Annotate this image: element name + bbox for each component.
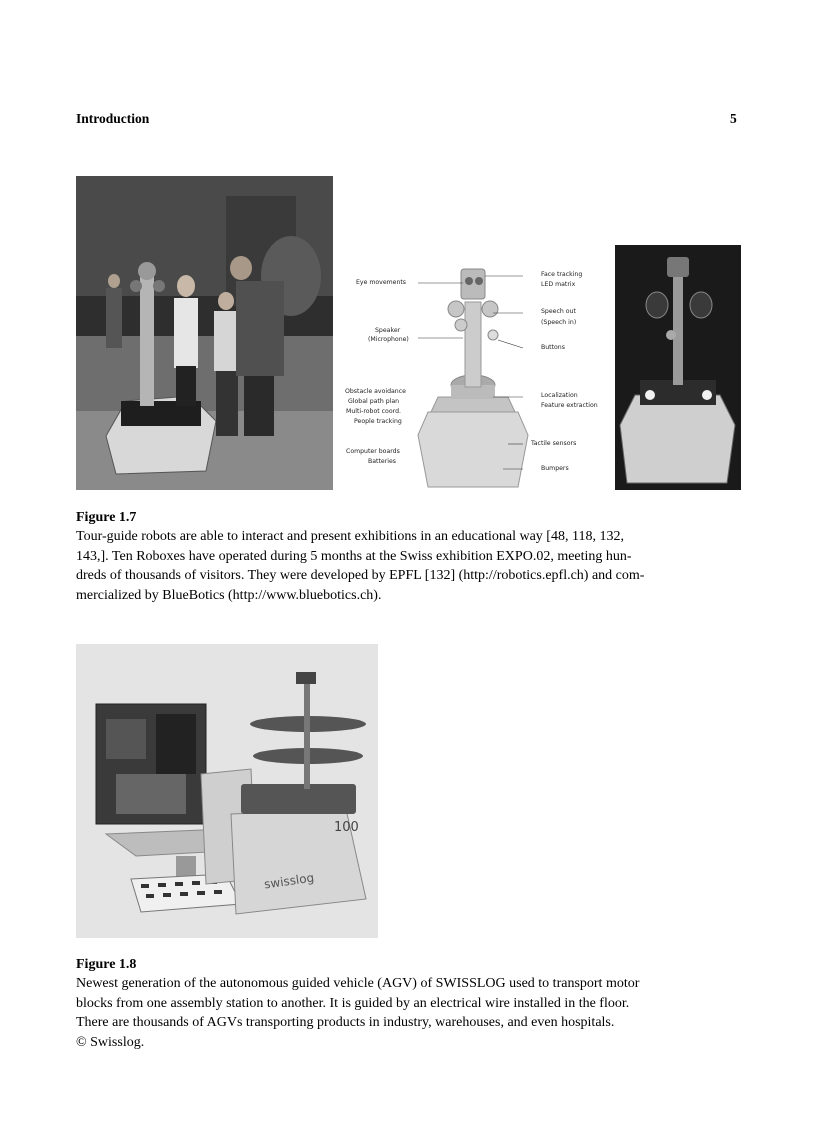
figure-1-7-caption bbox=[76, 527, 741, 605]
label-eye-movements: Eye movements bbox=[356, 279, 407, 286]
label-multi-robot: Multi-robot coord. bbox=[346, 408, 401, 415]
label-localization: Localization bbox=[541, 392, 578, 399]
agv-photo-graphic bbox=[76, 644, 378, 938]
figure-1-7-label: Figure 1.7 bbox=[76, 510, 137, 525]
caption-line: blocks from one assembly station to another. It is guided by an electrical wire installed in the floor. bbox=[76, 995, 630, 1011]
visitors-photo-graphic bbox=[76, 176, 333, 490]
label-speech-in: (Speech in) bbox=[541, 319, 577, 326]
caption-line: dreds of thousands of visitors. They were developed by EPFL [132] (http://robotics.epfl.ch) and com- bbox=[76, 568, 645, 583]
label-global-path: Global path plan bbox=[348, 398, 400, 405]
label-tactile-sensors: Tactile sensors bbox=[531, 440, 577, 447]
figure-1-8-caption bbox=[76, 974, 741, 1052]
label-people-tracking: People tracking bbox=[354, 418, 402, 425]
caption-line: 143,]. Ten Roboxes have operated during 5 months at the Swiss exhibition EXPO.02, meeting hun- bbox=[76, 548, 632, 564]
label-face-tracking: Face tracking bbox=[541, 271, 583, 278]
running-head-section: Introduction bbox=[76, 111, 150, 126]
figure-1-8-label: Figure 1.8 bbox=[76, 957, 137, 972]
caption-line: There are thousands of AGVs transporting products in industry, warehouses, and even hospitals. bbox=[76, 1015, 615, 1030]
figure-1-8-photo-agv bbox=[76, 644, 378, 938]
label-feature-extraction: Feature extraction bbox=[541, 402, 598, 409]
label-batteries: Batteries bbox=[368, 458, 396, 465]
caption-line: mercialized by BlueBotics (http://www.bluebotics.ch). bbox=[76, 587, 382, 603]
label-computer-boards: Computer boards bbox=[346, 448, 400, 455]
label-led-matrix: LED matrix bbox=[541, 281, 576, 288]
label-bumpers: Bumpers bbox=[541, 465, 569, 472]
caption-line: Tour-guide robots are able to interact and present exhibitions in an educational way [48, 118, 132, bbox=[76, 529, 624, 544]
figure-1-7-photo-robot bbox=[615, 245, 741, 490]
agv-unit-number: 100 bbox=[334, 820, 359, 835]
label-obstacle-avoidance: Obstacle avoidance bbox=[345, 388, 406, 395]
label-speech-out: Speech out bbox=[541, 308, 576, 315]
caption-line: © Swisslog. bbox=[76, 1034, 145, 1050]
label-speaker: Speaker bbox=[375, 327, 401, 334]
label-microphone: (Microphone) bbox=[368, 336, 409, 343]
agv-brand-text: swisslog bbox=[263, 870, 315, 892]
figure-1-7-photo-visitors bbox=[76, 176, 333, 490]
caption-line: Newest generation of the autonomous guided vehicle (AGV) of SWISSLOG used to transport motor bbox=[76, 976, 640, 991]
label-buttons: Buttons bbox=[541, 344, 565, 351]
figure-1-7-robot-diagram bbox=[343, 247, 608, 490]
page-number: 5 bbox=[730, 111, 737, 126]
robot-photo-graphic bbox=[615, 245, 741, 490]
